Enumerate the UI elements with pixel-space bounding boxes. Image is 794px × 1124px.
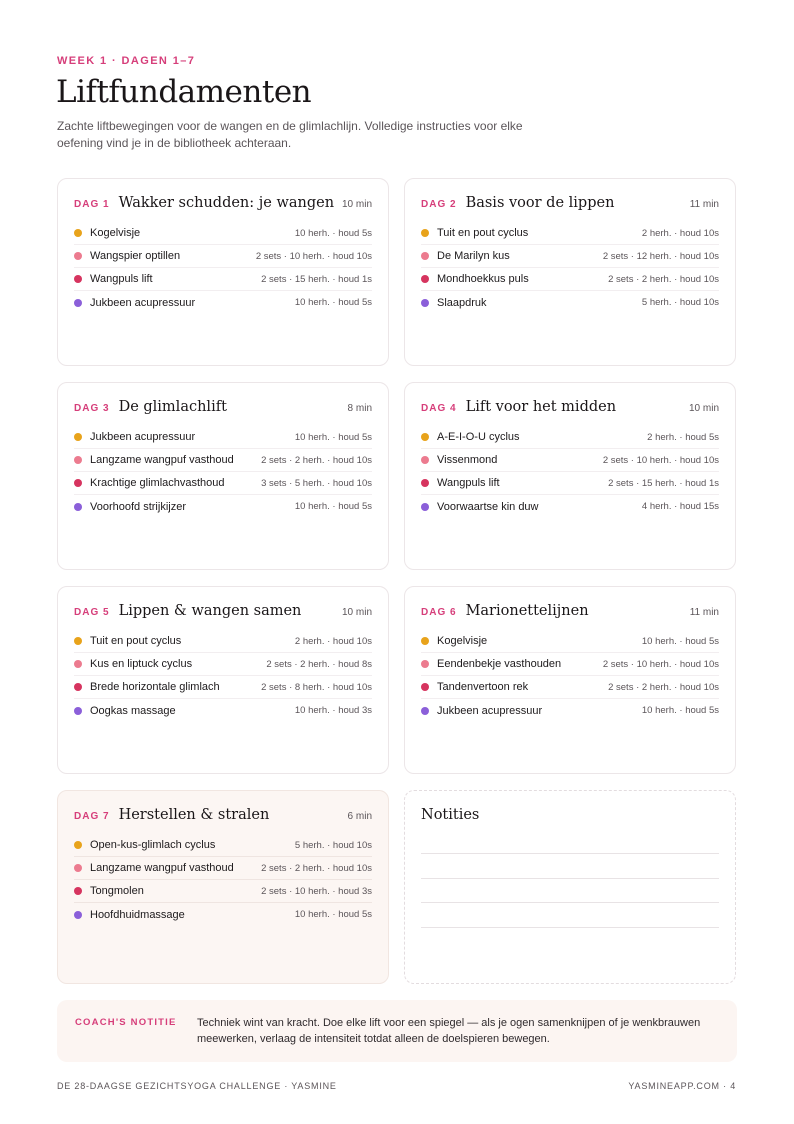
day-card-header xyxy=(421,399,719,419)
day-label: DAG 6 xyxy=(421,607,457,618)
dot-icon xyxy=(421,299,429,307)
dot-icon xyxy=(74,864,82,872)
exercise-detail: 2 sets · 10 herh. · houd 10s xyxy=(602,658,719,670)
dot-icon xyxy=(74,660,82,668)
day-card-7 xyxy=(57,790,389,984)
dot-icon xyxy=(74,503,82,511)
exercise-detail: 2 sets · 8 herh. · houd 10s xyxy=(261,681,372,693)
exercise-detail: 2 sets · 10 herh. · houd 10s xyxy=(255,250,372,262)
exercise-name: Vissenmond xyxy=(437,454,498,466)
exercise-row xyxy=(74,449,372,472)
day-label: DAG 3 xyxy=(74,403,110,414)
exercise-name: Open-kus-glimlach cyclus xyxy=(90,839,216,851)
exercise-row xyxy=(74,903,372,926)
exercise-name: Slaapdruk xyxy=(437,296,487,309)
exercise-row xyxy=(74,630,372,653)
exercise-detail: 5 herh. · houd 10s xyxy=(641,297,719,308)
exercise-name: Tongmolen xyxy=(90,885,144,897)
day-duration: 11 min xyxy=(689,199,719,210)
day-card-header xyxy=(74,195,372,215)
dot-icon xyxy=(74,911,82,919)
exercise-name: Voorhoofd strijkijzer xyxy=(90,500,186,513)
exercise-row xyxy=(421,653,719,676)
exercise-row xyxy=(421,699,719,722)
exercise-row xyxy=(421,245,719,268)
exercise-row xyxy=(74,676,372,699)
exercise-row xyxy=(74,222,372,245)
exercise-row xyxy=(74,268,372,291)
exercise-detail: 4 herh. · houd 15s xyxy=(641,501,719,512)
exercise-row xyxy=(421,676,719,699)
exercise-row xyxy=(74,699,372,722)
exercise-name: Wangpuls lift xyxy=(437,477,500,489)
exercise-name: Oogkas massage xyxy=(90,704,176,717)
exercise-row xyxy=(74,857,372,880)
day-duration: 8 min xyxy=(347,403,372,414)
dot-icon xyxy=(421,433,429,441)
exercise-name: Krachtige glimlachvasthoud xyxy=(90,477,225,489)
exercise-name: Langzame wangpuf vasthoud xyxy=(90,862,234,874)
note-line xyxy=(421,878,719,879)
exercise-row xyxy=(74,834,372,857)
exercise-name: Wangpuls lift xyxy=(90,273,153,285)
exercise-name: Tuit en pout cyclus xyxy=(90,635,182,647)
dot-icon xyxy=(421,503,429,511)
dot-icon xyxy=(74,433,82,441)
exercise-name: Eendenbekje vasthouden xyxy=(437,658,562,670)
day-title: Basis voor de lippen xyxy=(465,195,615,211)
exercise-detail: 2 sets · 2 herh. · houd 10s xyxy=(608,273,719,285)
exercise-detail: 10 herh. · houd 5s xyxy=(294,297,372,308)
exercise-row xyxy=(421,426,719,449)
dot-icon xyxy=(421,660,429,668)
exercise-row xyxy=(74,472,372,495)
exercise-name: Hoofdhuidmassage xyxy=(90,908,185,921)
dot-icon xyxy=(421,275,429,283)
exercise-name: Kogelvisje xyxy=(90,227,141,239)
exercise-name: Wangspier optillen xyxy=(90,250,181,262)
footer-right: YASMINEAPP.COM · 4 xyxy=(628,1081,736,1091)
day-card-header xyxy=(74,399,372,419)
exercise-row xyxy=(421,222,719,245)
exercise-row xyxy=(421,630,719,653)
dot-icon xyxy=(74,275,82,283)
exercise-row xyxy=(421,291,719,314)
exercise-row xyxy=(421,472,719,495)
day-card-4 xyxy=(404,382,736,570)
page-title: Liftfundamenten xyxy=(56,74,312,110)
week-eyebrow: WEEK 1 · DAGEN 1–7 xyxy=(57,55,196,67)
exercise-name: Brede horizontale glimlach xyxy=(90,681,220,693)
dot-icon xyxy=(74,456,82,464)
day-label: DAG 4 xyxy=(421,403,457,414)
exercise-detail: 2 herh. · houd 10s xyxy=(294,635,372,647)
exercise-detail: 2 herh. · houd 5s xyxy=(647,431,719,443)
exercise-name: Mondhoekkus puls xyxy=(437,273,529,285)
dot-icon xyxy=(421,252,429,260)
exercise-name: Langzame wangpuf vasthoud xyxy=(90,454,234,466)
coach-note xyxy=(57,1000,737,1062)
exercise-detail: 2 sets · 2 herh. · houd 8s xyxy=(266,658,372,670)
day-card-header xyxy=(421,603,719,623)
exercise-name: Tuit en pout cyclus xyxy=(437,227,529,239)
dot-icon xyxy=(421,229,429,237)
coach-note-text: Techniek wint van kracht. Doe elke lift voor een spiegel — als je ogen samenknijpen of je wenkbrauwen meewerken, verlaag de intensiteit totdat alleen de doelspieren bewegen. xyxy=(197,1017,701,1045)
exercise-detail: 2 sets · 2 herh. · houd 10s xyxy=(261,862,372,874)
dot-icon xyxy=(74,479,82,487)
notes-card[interactable] xyxy=(404,790,736,984)
dot-icon xyxy=(421,456,429,464)
dot-icon xyxy=(74,887,82,895)
day-duration: 10 min xyxy=(688,403,719,414)
note-line xyxy=(421,853,719,854)
exercise-detail: 2 sets · 2 herh. · houd 10s xyxy=(608,681,719,693)
day-card-1 xyxy=(57,178,389,366)
day-label: DAG 7 xyxy=(74,811,110,822)
exercise-name: Tandenvertoon rek xyxy=(437,681,529,693)
exercise-detail: 2 herh. · houd 10s xyxy=(641,227,719,239)
exercise-row xyxy=(74,426,372,449)
exercise-detail: 10 herh. · houd 5s xyxy=(294,431,372,443)
day-title: Lift voor het midden xyxy=(465,399,617,415)
dot-icon xyxy=(74,299,82,307)
notes-title: Notities xyxy=(421,807,480,823)
exercise-detail: 3 sets · 5 herh. · houd 10s xyxy=(261,477,372,489)
day-card-3 xyxy=(57,382,389,570)
day-card-header xyxy=(74,603,372,623)
exercise-detail: 10 herh. · houd 5s xyxy=(294,909,372,920)
exercise-name: Jukbeen acupressuur xyxy=(90,296,196,309)
day-duration: 6 min xyxy=(347,811,372,822)
exercise-row xyxy=(74,653,372,676)
day-card-header xyxy=(74,807,372,827)
exercise-detail: 2 sets · 10 herh. · houd 3s xyxy=(261,885,372,897)
day-title: Marionettelijnen xyxy=(465,603,589,619)
day-card-header xyxy=(421,195,719,215)
exercise-detail: 2 sets · 15 herh. · houd 1s xyxy=(261,273,372,285)
dot-icon xyxy=(421,479,429,487)
day-label: DAG 1 xyxy=(74,199,110,210)
exercise-name: Jukbeen acupressuur xyxy=(90,431,196,443)
dot-icon xyxy=(74,683,82,691)
exercise-detail: 10 herh. · houd 5s xyxy=(294,501,372,512)
exercise-detail: 10 herh. · houd 5s xyxy=(641,635,719,647)
exercise-row xyxy=(421,495,719,518)
day-card-6 xyxy=(404,586,736,774)
day-title: Lippen & wangen samen xyxy=(118,603,302,619)
dot-icon xyxy=(74,229,82,237)
exercise-name: A-E-I-O-U cyclus xyxy=(437,431,520,443)
exercise-row xyxy=(74,245,372,268)
day-duration: 10 min xyxy=(341,199,372,210)
dot-icon xyxy=(74,841,82,849)
exercise-detail: 10 herh. · houd 5s xyxy=(294,227,372,239)
day-title: De glimlachlift xyxy=(118,399,227,415)
day-label: DAG 5 xyxy=(74,607,110,618)
exercise-detail: 10 herh. · houd 3s xyxy=(294,705,372,716)
dot-icon xyxy=(74,637,82,645)
exercise-row xyxy=(74,291,372,314)
footer-left: DE 28-DAAGSE GEZICHTSYOGA CHALLENGE · YASMINE xyxy=(57,1081,337,1091)
exercise-name: De Marilyn kus xyxy=(437,250,510,262)
page-subtitle: Zachte liftbewegingen voor de wangen en de glimlachlijn. Volledige instructies voor elke oefening vind je in de bibliotheek achteraan. xyxy=(57,119,523,150)
dot-icon xyxy=(421,707,429,715)
exercise-name: Kogelvisje xyxy=(437,635,488,647)
exercise-detail: 2 sets · 2 herh. · houd 10s xyxy=(261,454,372,466)
day-card-2 xyxy=(404,178,736,366)
exercise-detail: 10 herh. · houd 5s xyxy=(641,705,719,716)
note-line xyxy=(421,902,719,903)
day-label: DAG 2 xyxy=(421,199,457,210)
exercise-detail: 2 sets · 15 herh. · houd 1s xyxy=(608,477,719,489)
dot-icon xyxy=(74,707,82,715)
day-duration: 11 min xyxy=(689,607,719,618)
exercise-detail: 5 herh. · houd 10s xyxy=(294,839,372,851)
day-duration: 10 min xyxy=(341,607,372,618)
coach-note-label: COACH'S NOTITIE xyxy=(75,1017,177,1028)
day-card-5 xyxy=(57,586,389,774)
exercise-row xyxy=(74,880,372,903)
exercise-detail: 2 sets · 10 herh. · houd 10s xyxy=(602,454,719,466)
exercise-row xyxy=(74,495,372,518)
exercise-name: Voorwaartse kin duw xyxy=(437,500,539,513)
exercise-name: Jukbeen acupressuur xyxy=(437,704,543,717)
dot-icon xyxy=(421,683,429,691)
dot-icon xyxy=(74,252,82,260)
exercise-name: Kus en liptuck cyclus xyxy=(90,658,193,670)
note-line xyxy=(421,927,719,928)
dot-icon xyxy=(421,637,429,645)
day-title: Wakker schudden: je wangen xyxy=(118,195,335,211)
exercise-row xyxy=(421,268,719,291)
exercise-detail: 2 sets · 12 herh. · houd 10s xyxy=(602,250,719,262)
day-title: Herstellen & stralen xyxy=(118,807,270,823)
exercise-row xyxy=(421,449,719,472)
